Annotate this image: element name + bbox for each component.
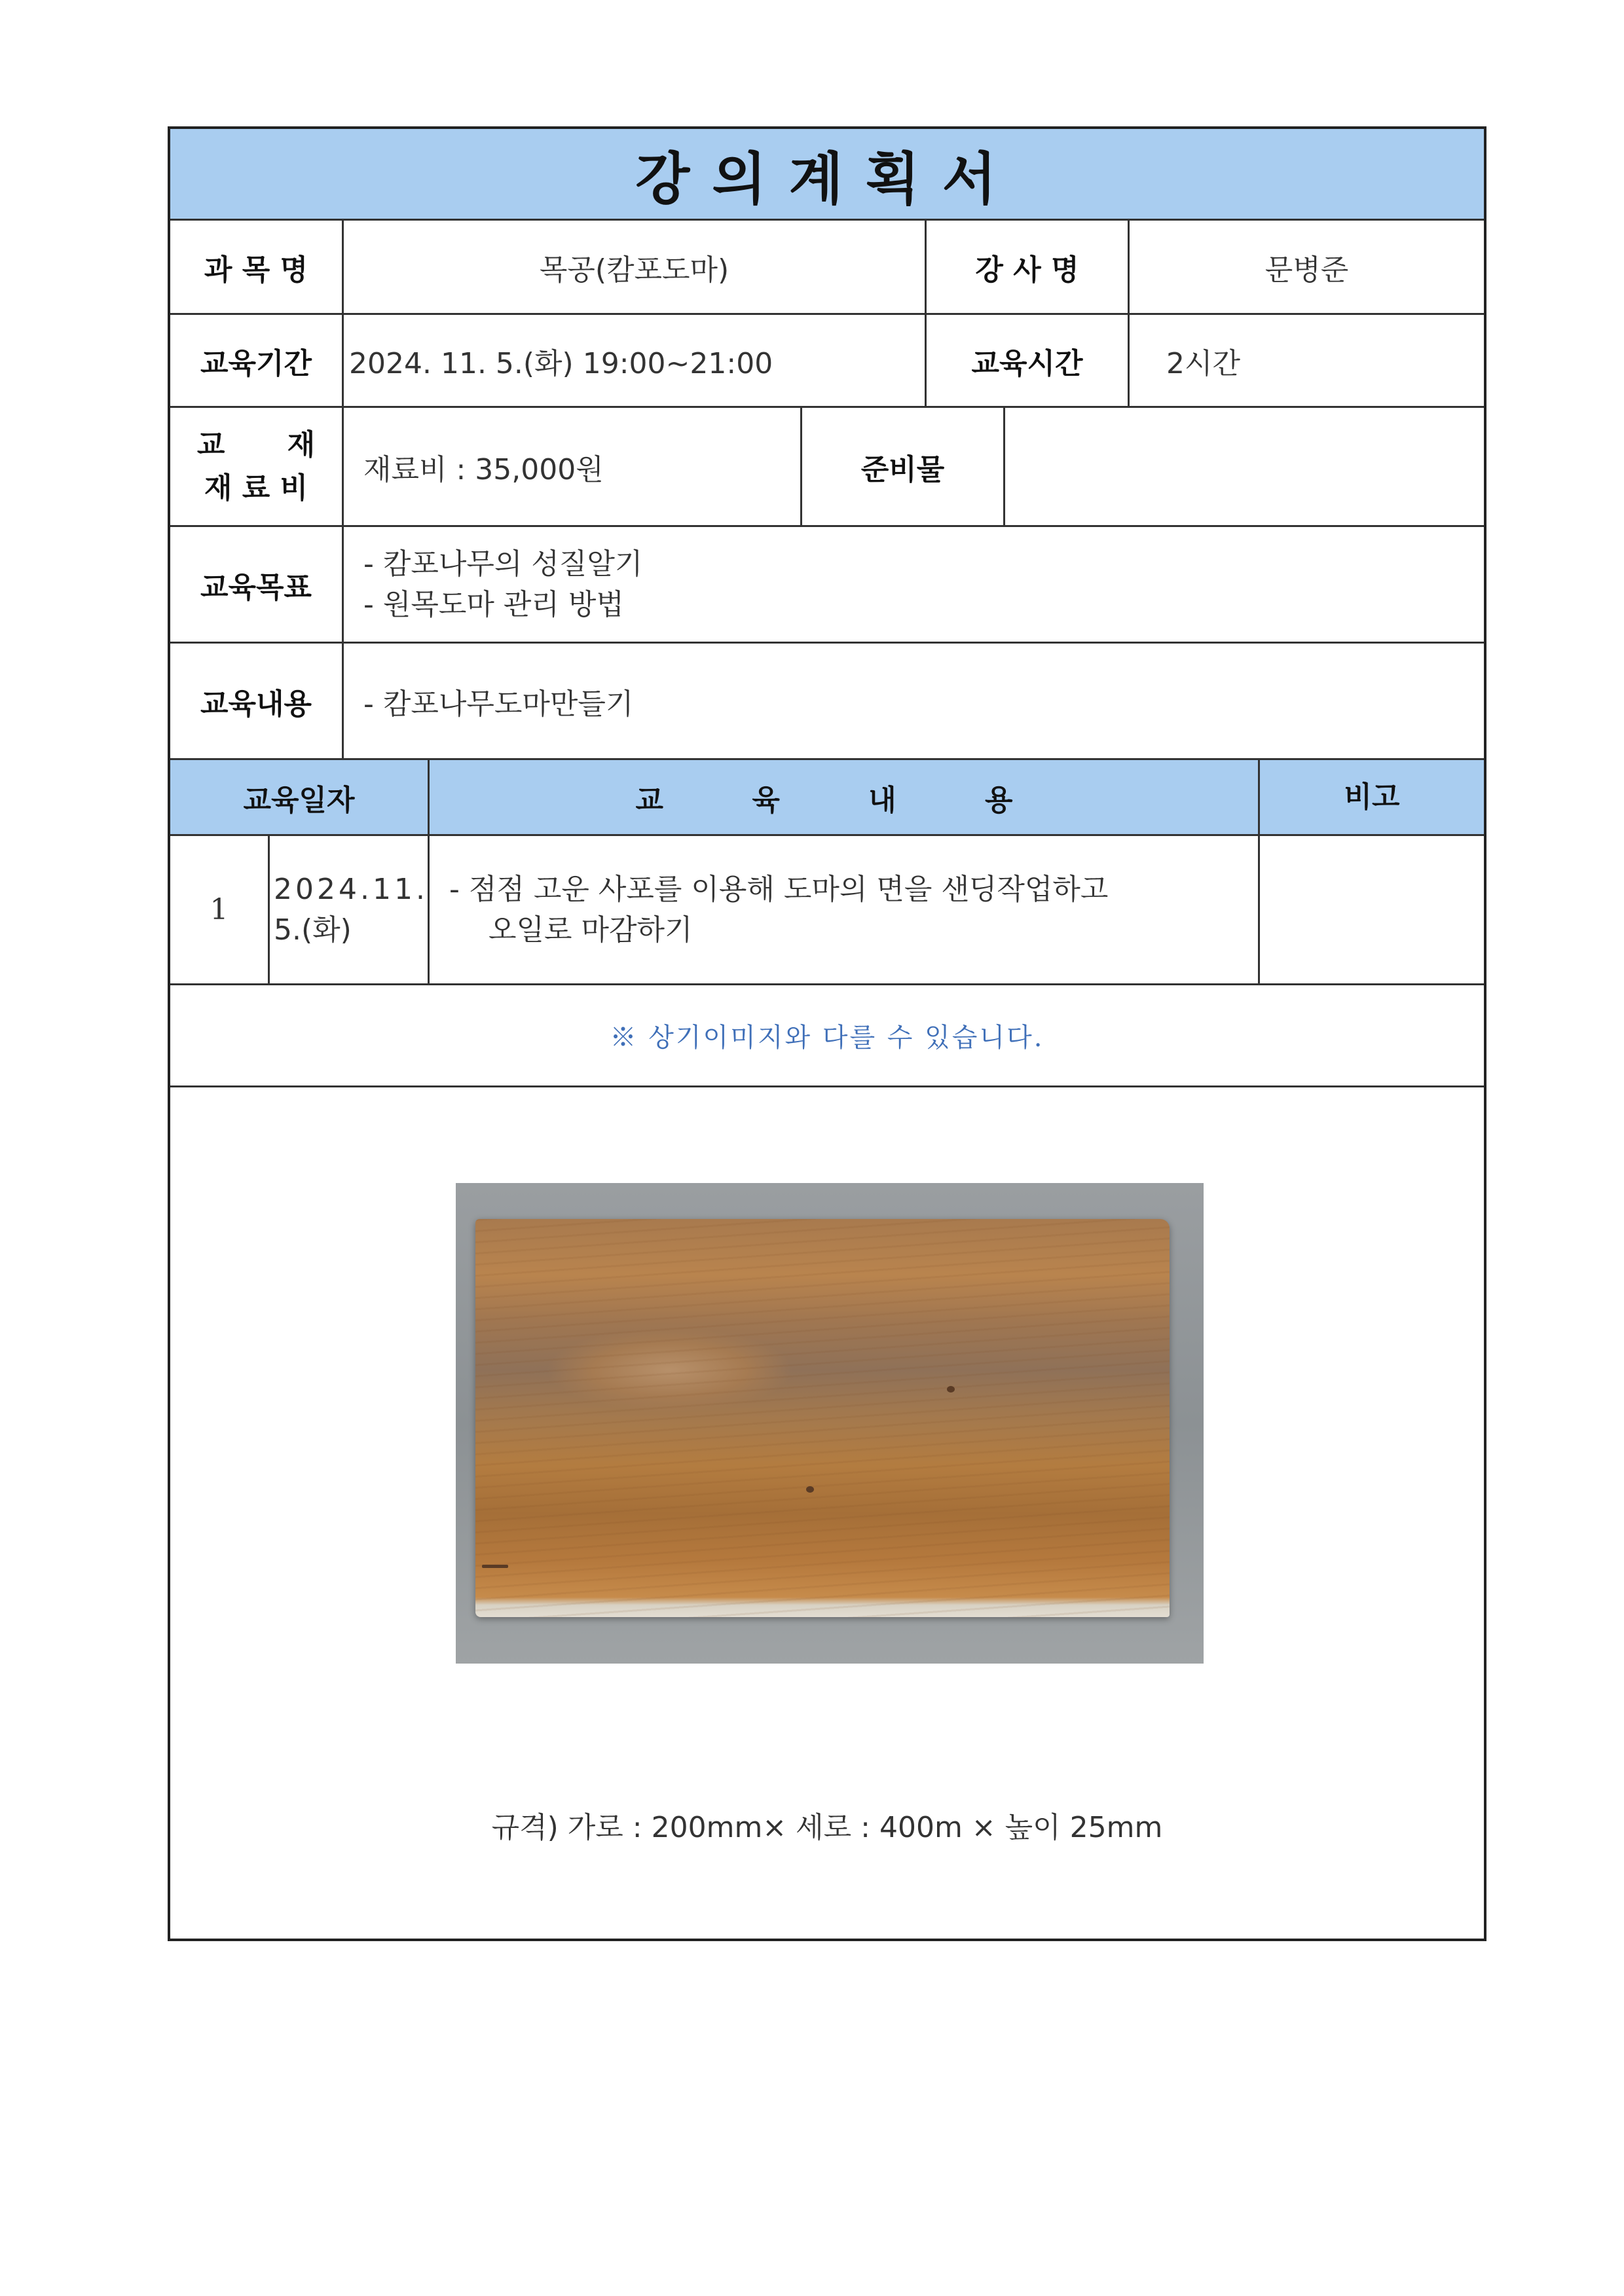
schedule-row-remark xyxy=(1260,836,1484,983)
document-title: 강의계획서 xyxy=(635,146,1019,212)
schedule-row xyxy=(170,836,1484,985)
schedule-row-date xyxy=(270,836,430,983)
schedule-header-remark: 비고 xyxy=(1344,780,1400,814)
lecture-plan-document xyxy=(168,126,1486,1941)
schedule-header-date: 교육일자 xyxy=(170,760,430,834)
schedule-date-line2: 5.(화) xyxy=(274,913,352,947)
schedule-content-line2: 오일로 마감하기 xyxy=(489,913,693,947)
materials-row xyxy=(170,408,1484,527)
instructor-value: 문병준 xyxy=(1264,253,1349,287)
content-row xyxy=(170,644,1484,760)
goal-item: - 캄포나무의 성질알기 xyxy=(363,547,643,581)
image-notice: ※ 상기이미지와 다를 수 있습니다. xyxy=(610,1023,1044,1053)
notice-row xyxy=(170,985,1484,1087)
schedule-header-content: 교 육 내 용 xyxy=(430,760,1260,834)
materials-value: 재료비 : 35,000원 xyxy=(344,408,802,525)
wood-knot xyxy=(806,1486,814,1493)
goals-row xyxy=(170,527,1484,644)
instructor-label: 강 사 명 xyxy=(927,221,1130,313)
period-row xyxy=(170,315,1484,408)
content-value: - 캄포나무도마만들기 xyxy=(363,687,634,721)
preparation-label: 준비물 xyxy=(802,408,1005,525)
hours-label: 교육시간 xyxy=(927,315,1130,406)
subject-value: 목공(캄포도마) xyxy=(344,221,927,313)
materials-label-line1: 교 재 xyxy=(196,428,342,462)
wood-crack xyxy=(482,1565,508,1568)
camphor-board-image xyxy=(475,1219,1170,1617)
goals-list xyxy=(344,527,1484,642)
goals-label: 교육목표 xyxy=(170,527,344,642)
materials-label xyxy=(170,408,344,525)
goal-item: - 원목도마 관리 방법 xyxy=(363,587,624,621)
schedule-date-line1: 2024.11. xyxy=(274,872,428,906)
dimensions-spec: 규격) 가로 : 200mm× 세로 : 400m × 높이 25mm xyxy=(491,1811,1163,1844)
title-row xyxy=(170,129,1484,221)
subject-row xyxy=(170,221,1484,315)
materials-label-line2: 재 료 비 xyxy=(204,471,308,505)
schedule-header-row xyxy=(170,760,1484,836)
schedule-content-line1: - 점점 고운 사포를 이용해 도마의 면을 샌딩작업하고 xyxy=(449,872,1109,906)
period-label: 교육기간 xyxy=(170,315,344,406)
hours-value: 2시간 xyxy=(1166,346,1241,380)
schedule-row-content xyxy=(430,836,1260,983)
period-value: 2024. 11. 5.(화) 19:00~21:00 xyxy=(344,315,927,406)
content-label: 교육내용 xyxy=(170,644,344,758)
cutting-board-photo xyxy=(456,1183,1204,1664)
wood-knot xyxy=(947,1386,955,1393)
schedule-row-number: 1 xyxy=(170,836,270,983)
preparation-value xyxy=(1005,408,1484,525)
subject-label: 과 목 명 xyxy=(170,221,344,313)
